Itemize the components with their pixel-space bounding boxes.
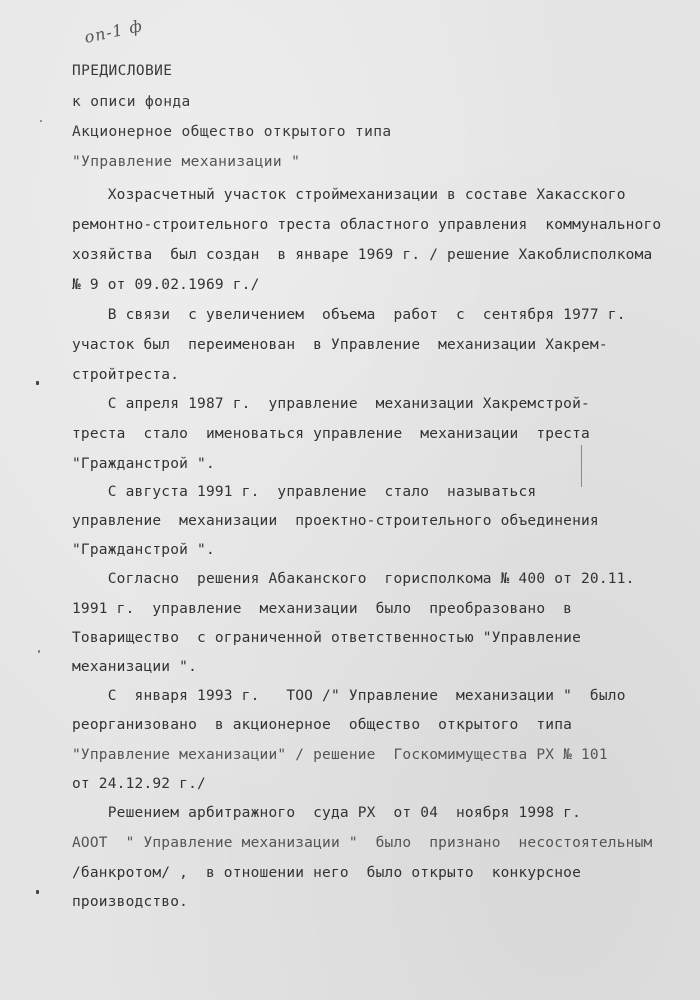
body-line: С января 1993 г. ТОО /" Управление механизации " было [72, 688, 626, 704]
body-line: В связи с увеличением объема работ с сентября 1977 г. [72, 307, 626, 323]
body-line: АООТ " Управление механизации " было признано несостоятельным [72, 835, 653, 851]
body-line: С апреля 1987 г. управление механизации Хакремстрой- [72, 396, 590, 412]
body-line: 1991 г. управление механизации было преобразовано в [72, 601, 573, 617]
preface-title: ПРЕДИСЛОВИЕ [72, 63, 173, 79]
body-line: Решением арбитражного суда РХ от 04 ноября 1998 г. [72, 805, 581, 821]
body-line: "Гражданстрой ". [72, 542, 215, 558]
binder-hole-mark [36, 890, 39, 894]
body-line: стройтреста. [72, 367, 180, 383]
pencil-vertical-mark [581, 445, 582, 487]
organization-type-line: Акционерное общество открытого типа [72, 124, 392, 140]
body-line: от 24.12.92 г./ [72, 776, 206, 792]
body-line: № 9 от 09.02.1969 г./ [72, 277, 260, 293]
body-line: Товарищество с ограниченной ответственностью "Управление [72, 630, 581, 646]
binder-hole-mark [36, 381, 39, 385]
body-line: участок был переименован в Управление механизации Хакрем- [72, 337, 608, 353]
body-line: Хозрасчетный участок строймеханизации в составе Хакасского [72, 187, 626, 203]
paper-speck [40, 120, 42, 122]
body-line: механизации ". [72, 659, 198, 675]
body-line: реорганизовано в акционерное общество открытого типа [72, 717, 573, 733]
fund-inventory-line: к описи фонда [72, 94, 191, 110]
body-line: "Управление механизации" / решение Госкомимущества РХ № 101 [72, 747, 608, 763]
organization-name-line: "Управление механизации " [72, 154, 301, 170]
body-line: производство. [72, 894, 189, 910]
body-line: треста стало именоваться управление механизации треста [72, 426, 590, 442]
body-line: ремонтно-строительного треста областного управления коммунального [72, 217, 662, 233]
paper-speck [38, 650, 40, 653]
body-line: "Гражданстрой ". [72, 456, 215, 472]
body-line: С августа 1991 г. управление стало называться [72, 484, 537, 500]
body-line: /банкротом/ , в отношении него было открыто конкурсное [72, 865, 581, 881]
body-line: хозяйства был создан в январе 1969 г. / решение Хакоблисполкома [72, 247, 653, 263]
body-line: управление механизации проектно-строительного объединения [72, 513, 599, 529]
body-line: Согласно решения Абаканского горисполкома № 400 от 20.11. [72, 571, 635, 587]
handwritten-archive-note: оп-1 ф [82, 16, 145, 47]
